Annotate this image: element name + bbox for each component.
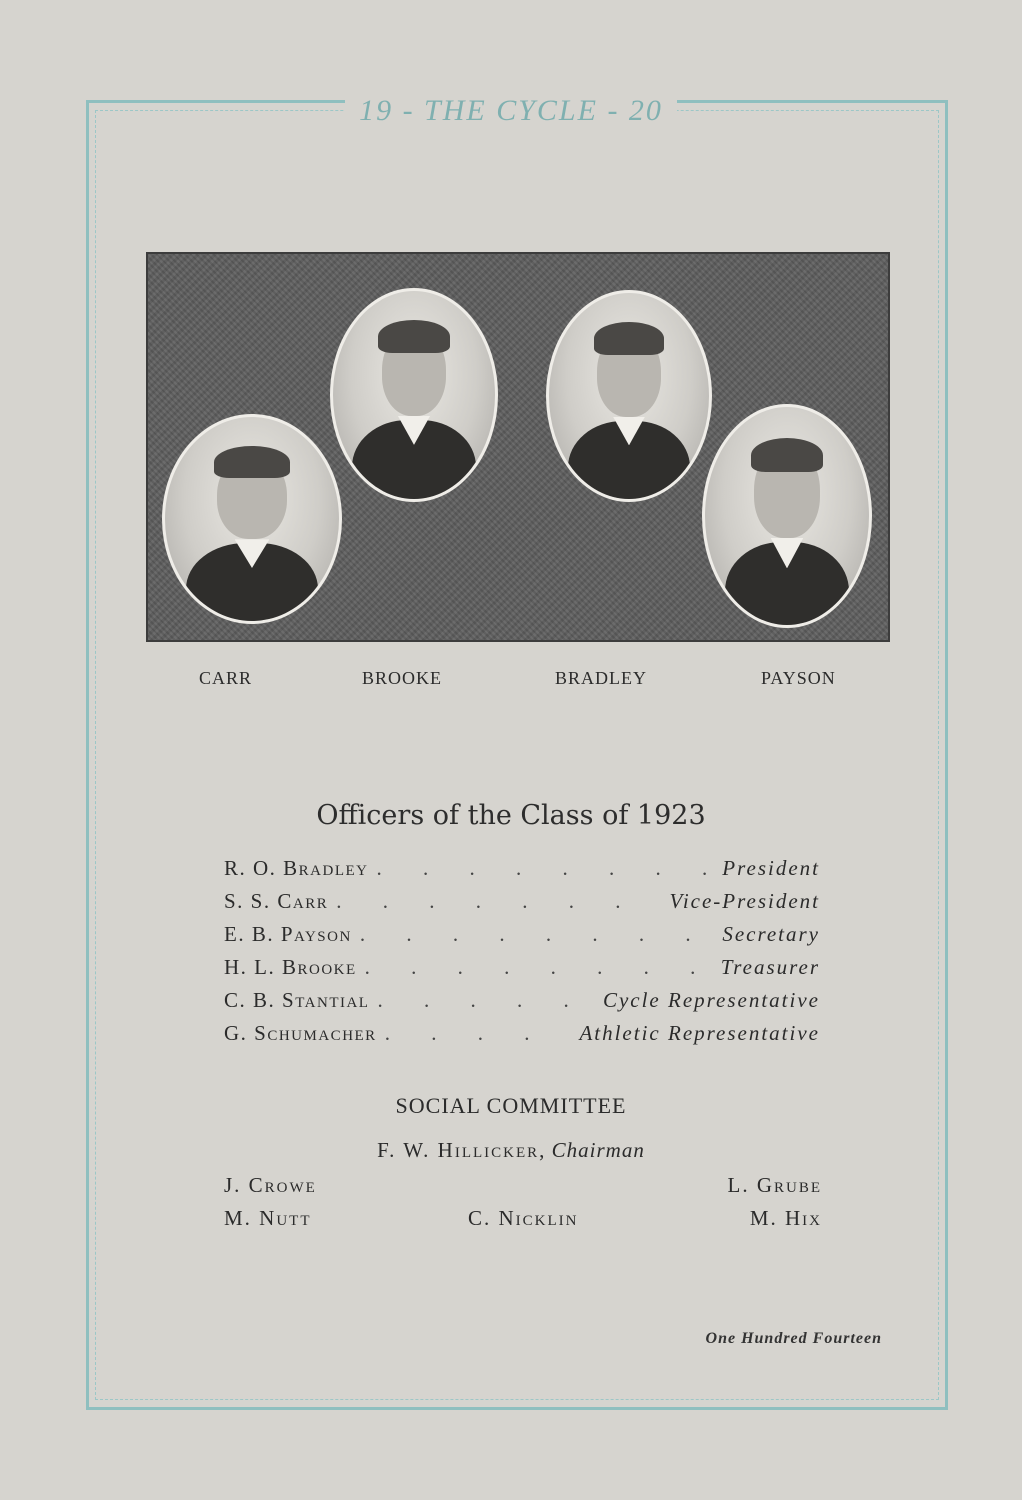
dot-leader (365, 955, 713, 980)
officer-row (224, 955, 820, 985)
officer-row (224, 922, 820, 952)
caption-bradley: BRADLEY (555, 668, 647, 688)
officer-title: Vice-President (669, 889, 820, 913)
committee-member: L. Grube (727, 1173, 822, 1197)
officer-name: C. B. Stantial (224, 988, 370, 1012)
running-header (0, 94, 1022, 128)
officer-title: President (722, 856, 820, 880)
social-committee-heading: SOCIAL COMMITTEE (395, 1093, 627, 1118)
officer-title: Treasurer (720, 955, 820, 979)
officer-row (224, 988, 820, 1018)
officer-row (224, 889, 820, 919)
chair-name: F. W. Hillicker, (377, 1138, 547, 1162)
officer-photo-panel (146, 252, 890, 642)
caption-brooke: BROOKE (362, 668, 443, 688)
dot-leader (360, 922, 715, 947)
portrait-payson (702, 404, 872, 628)
chair-role: Chairman (551, 1138, 645, 1162)
caption-carr: CARR (199, 668, 253, 688)
officer-row (224, 1021, 820, 1051)
officer-name: R. O. Bradley (224, 856, 369, 880)
committee-chair (0, 1138, 1022, 1163)
officer-name: G. Schumacher (224, 1021, 377, 1045)
officer-title: Athletic Representative (579, 1021, 820, 1045)
portrait-bradley (546, 290, 712, 502)
committee-member: J. Crowe (224, 1173, 317, 1197)
officer-name: H. L. Brooke (224, 955, 357, 979)
portrait-carr (162, 414, 342, 624)
committee-member: C. Nicklin (468, 1206, 579, 1230)
officer-row (224, 856, 820, 886)
portrait-brooke (330, 288, 498, 502)
officer-name: S. S. Carr (224, 889, 329, 913)
officer-name: E. B. Payson (224, 922, 352, 946)
dot-leader (336, 889, 661, 914)
header-title: 19 - THE CYCLE - 20 (345, 94, 677, 128)
committee-member: M. Nutt (224, 1206, 312, 1230)
dot-leader (385, 1021, 572, 1046)
officer-title: Cycle Representative (602, 988, 820, 1012)
page-number: One Hundred Fourteen (705, 1330, 882, 1347)
committee-member: M. Hix (749, 1206, 822, 1230)
dot-leader (377, 988, 594, 1013)
dot-leader (377, 856, 715, 881)
caption-payson: PAYSON (761, 668, 836, 688)
officers-heading: Officers of the Class of 1923 (316, 800, 706, 831)
officer-title: Secretary (722, 922, 820, 946)
